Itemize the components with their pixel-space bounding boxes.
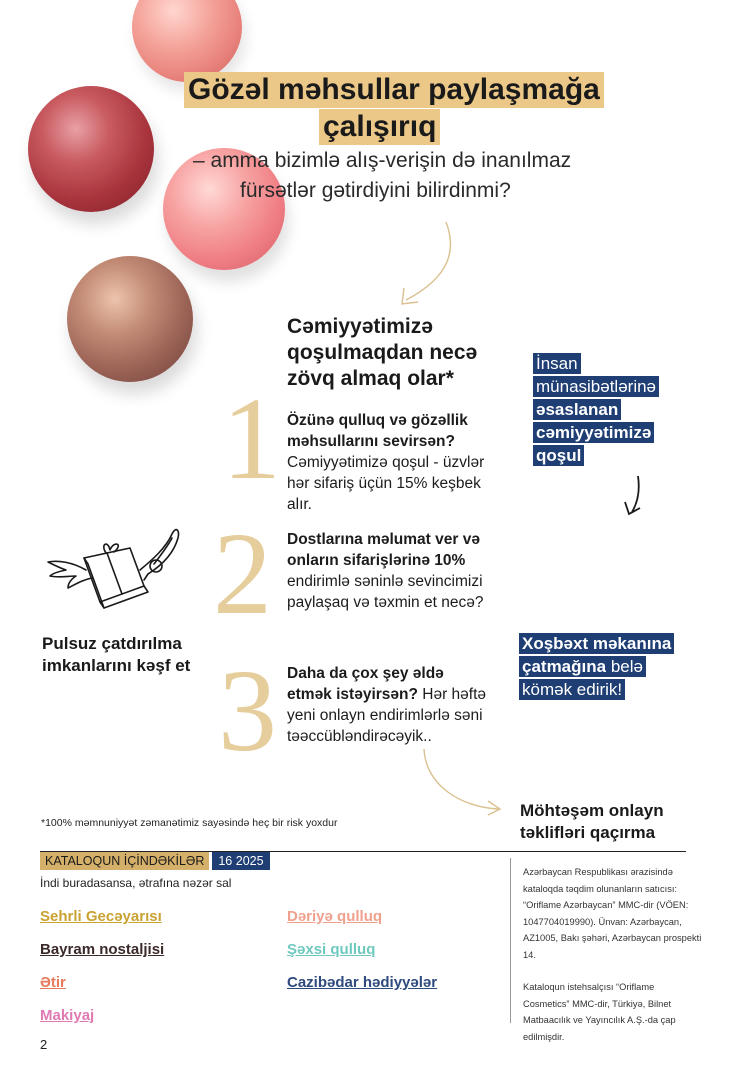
toc-header: [40, 852, 270, 870]
toc-link-bayram-nostaljisi[interactable]: Bayram nostaljisi: [40, 941, 165, 958]
toc-link-cazibedar-hediyyeler[interactable]: Cazibədar hədiyyələr: [287, 974, 438, 991]
page-number: 2: [40, 1037, 48, 1052]
step-1-bold: Özünə qulluq və gözəllik məhsullarını sevirsən?: [287, 412, 468, 450]
section-title: Cəmiyyətimizə qoşulmaqdan necə zövq almaq olar*: [287, 315, 478, 390]
caption-line: imkanlarını kəşf et: [42, 656, 191, 675]
toc-subtitle: İndi buradasansa, ətrafına nəzər sal: [40, 876, 232, 890]
step-1-body: Cəmiyyətimizə qoşul - üzvlər hər sifariş üçün 15% keşbek alır.: [287, 454, 485, 513]
curved-arrow-icon: [390, 218, 470, 313]
step-3-text: [287, 663, 492, 747]
toc-link-deriye-qulluq[interactable]: Dəriyə qulluq: [287, 908, 383, 925]
step-2-bold: Dostlarına məlumat ver və onların sifarişlərinə 10%: [287, 531, 480, 569]
callout-line: Xoşbəxt məkanına: [519, 633, 674, 654]
callout-line: qoşul: [533, 445, 584, 466]
flying-gift-icon: [44, 518, 184, 618]
bronze-blush-ball-image: [67, 256, 193, 382]
callout-line-bold: çatmağına: [522, 657, 607, 676]
headline-line-2: çalışırıq: [319, 109, 440, 145]
subheadline-line-1: – amma bizimlə alış-verişin də inanılmaz: [193, 149, 572, 172]
callout-line: münasibətlərinə: [533, 376, 659, 397]
legal-divider: [510, 858, 511, 1023]
caption-line: təklifləri qaçırma: [520, 823, 656, 842]
caption-line: Pulsuz çatdırılma: [42, 634, 182, 653]
toc-link-sexsi-qulluq[interactable]: Şəxsi qulluq: [287, 941, 376, 958]
community-callout: [533, 352, 659, 467]
step-2-text: [287, 529, 492, 613]
legal-paragraph: Kataloqun istehsalçısı “Oriflame Cosmetics” MMC-dir, Türkiyə, Bilnet Matbaacılık ve Yayıncılık A.Ş.-da çap edilmişdir.: [523, 982, 676, 1042]
step-3-body: Hər həftə yeni onlayn endirimlərlə səni təəccübləndirəcəyik..: [287, 686, 487, 745]
callout-line: cəmiyyətimizə: [533, 422, 654, 443]
step-3-bold: Daha da çox şey əldə etmək istəyirsən?: [287, 665, 444, 703]
toc-link-etir[interactable]: Ətir: [40, 974, 66, 991]
footnote: *100% məmnuniyyət zəmanətimiz sayəsində heç bir risk yoxdur: [41, 817, 338, 829]
toc-link-makiyaj[interactable]: Makiyaj: [40, 1007, 95, 1024]
step-1-text: [287, 410, 492, 515]
headline-line-1: Gözəl məhsullar paylaşmağa: [184, 72, 604, 108]
callout-line: kömək edirik!: [519, 679, 625, 700]
step-2-body: endirimlə səninlə sevincimizi paylaşaq və təxmin et necə?: [287, 573, 484, 611]
toc-issue: 16 2025: [212, 852, 269, 870]
red-blush-ball-image: [28, 86, 154, 212]
legal-paragraph: Azərbaycan Respublikası ərazisində kataloqda təqdim olunanların satıcısı: “Oriflame Azərbaycan” MMC-dir (VÖEN: 1047704019990). Ünvan: Azərbaycan, AZ1005, Bakı şəhəri, Azərbaycan prospekti 14.: [523, 867, 702, 960]
curved-arrow-icon: [420, 745, 506, 817]
pink-blush-ball-image: [132, 0, 242, 82]
free-delivery-caption: [42, 633, 242, 677]
step-number-1: 1: [222, 373, 281, 504]
toc-title: KATALOQUN İÇİNDƏKİLƏR: [40, 852, 209, 870]
legal-text: [523, 864, 703, 1061]
toc-link-sehrli-gecəyarisi[interactable]: Sehrli Gecəyarısı: [40, 908, 162, 925]
happy-place-callout: [519, 632, 674, 701]
online-offers-caption: [520, 800, 664, 844]
callout-line: əsaslanan: [533, 399, 621, 420]
callout-line-rest: belə: [606, 657, 643, 676]
down-arrow-icon: [620, 472, 650, 520]
subheadline-line-2: fürsətlər gətirdiyini bilirdinmi?: [240, 179, 511, 202]
step-number-3: 3: [218, 645, 277, 776]
callout-line: İnsan: [533, 353, 581, 374]
step-number-2: 2: [213, 508, 272, 639]
caption-line: Möhtəşəm onlayn: [520, 801, 664, 820]
